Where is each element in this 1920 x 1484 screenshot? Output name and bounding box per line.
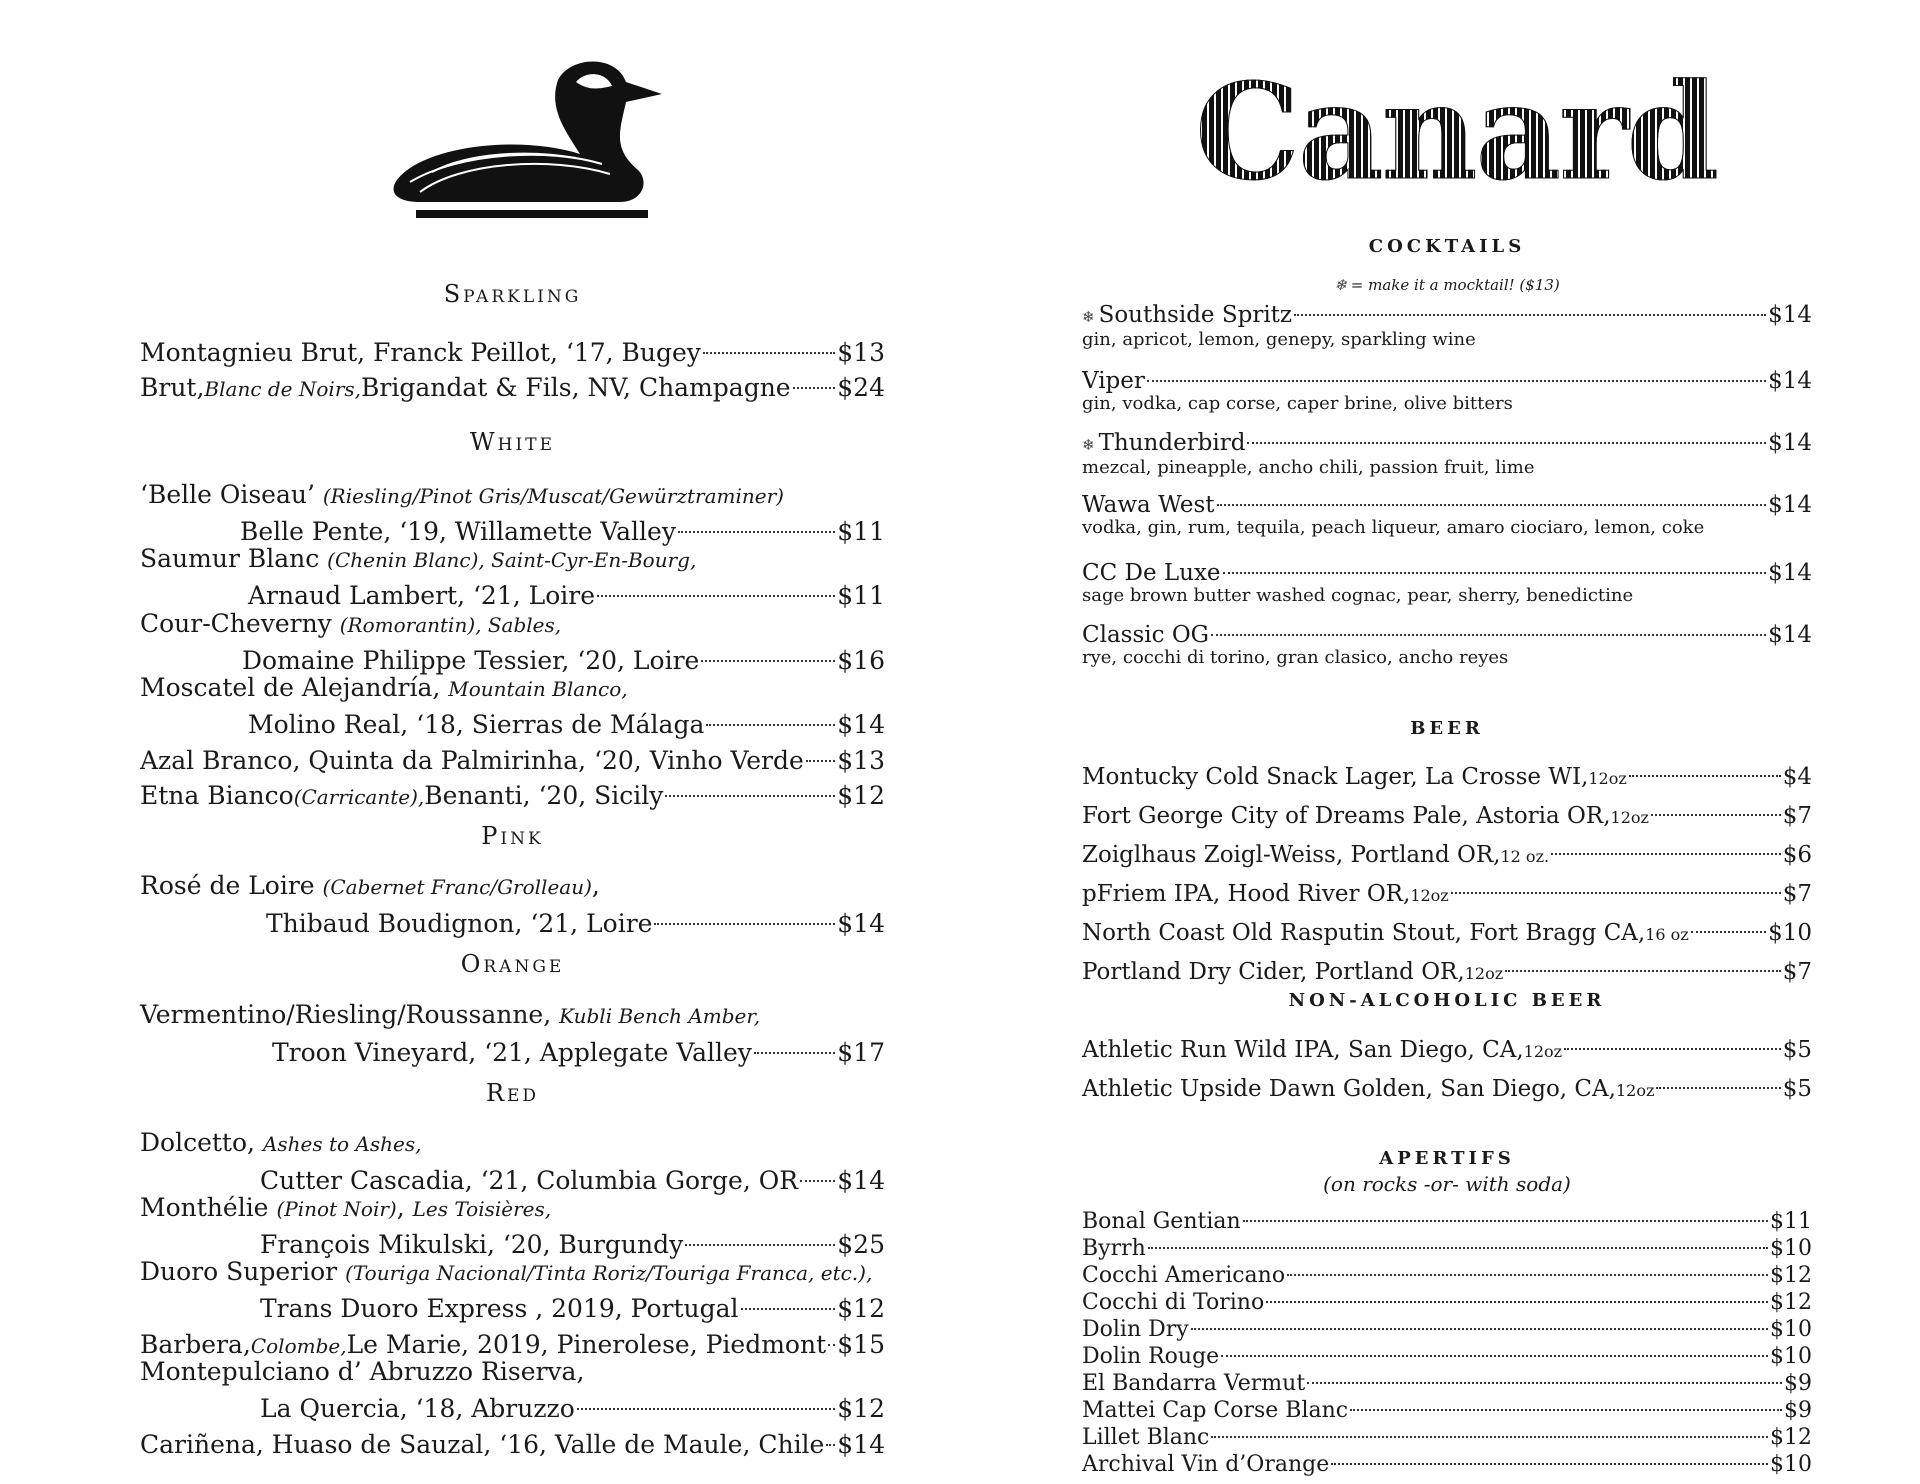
apertifs-subheading: (on rocks -or- with soda) bbox=[1323, 1172, 1571, 1196]
wine-item: Azal Branco, Quinta da Palmirinha, ‘20, Vinho Verde $13 bbox=[140, 737, 885, 776]
snowflake-icon: ❄ bbox=[1082, 308, 1095, 326]
cocktail-item: Classic OG $14 rye, cocchi di torino, gran clasico, ancho reyes bbox=[1082, 614, 1812, 668]
wine-item-name: ‘Belle Oiseau’ (Riesling/Pinot Gris/Muscat/Gewürztraminer) bbox=[140, 480, 784, 509]
wine-item-name: Rosé de Loire (Cabernet Franc/Grolleau), bbox=[140, 871, 600, 900]
cocktail-item: ❄ Southside Spritz $14 gin, apricot, lemon, genepy, sparkling wine bbox=[1082, 294, 1812, 350]
beer-item: Montucky Cold Snack Lager, La Crosse WI, 12oz $4 bbox=[1082, 752, 1812, 794]
wine-item: Domaine Philippe Tessier, ‘20, Loire $16 bbox=[242, 637, 885, 676]
apertif-item: Bonal Gentian $11 bbox=[1082, 1200, 1812, 1235]
beer-item: Zoiglhaus Zoigl-Weiss, Portland OR, 12 oz. $6 bbox=[1082, 830, 1812, 872]
wine-item: Barbera, Colombe, Le Marie, 2019, Pinerolese, Piedmont $15 bbox=[140, 1321, 885, 1361]
pink-heading: Pink bbox=[481, 822, 544, 850]
cocktail-item: Wawa West $14 vodka, gin, rum, tequila, peach liqueur, amaro ciociaro, lemon, coke bbox=[1082, 484, 1812, 538]
beer-item: Fort George City of Dreams Pale, Astoria OR, 12oz $7 bbox=[1082, 791, 1812, 833]
wine-item: Thibaud Boudignon, ‘21, Loire $14 bbox=[266, 900, 885, 939]
apertif-item: Dolin Dry $10 bbox=[1082, 1308, 1812, 1343]
beer-item: Athletic Run Wild IPA, San Diego, CA, 12oz $5 bbox=[1082, 1025, 1812, 1067]
canard-logo: Canard bbox=[1195, 55, 1717, 210]
beer-item: Athletic Upside Dawn Golden, San Diego, CA, 12oz $5 bbox=[1082, 1064, 1812, 1106]
apertif-item: El Bandarra Vermut $9 bbox=[1082, 1362, 1812, 1397]
cocktail-item: CC De Luxe $14 sage brown butter washed cognac, pear, sherry, benedictine bbox=[1082, 552, 1812, 606]
apertif-item: Mattei Cap Corse Blanc $9 bbox=[1082, 1389, 1812, 1424]
cocktails-heading: COCKTAILS bbox=[1368, 236, 1526, 257]
wine-item-name: Moscatel de Alejandría, Mountain Blanco, bbox=[140, 673, 628, 702]
snowflake-icon: ❄ bbox=[1082, 436, 1095, 454]
wine-item: Trans Duoro Express , 2019, Portugal $12 bbox=[260, 1285, 885, 1324]
apertif-item: Cocchi di Torino $12 bbox=[1082, 1281, 1812, 1316]
wine-item: Montagnieu Brut, Franck Peillot, ‘17, Bugey $13 bbox=[140, 329, 885, 368]
sparkling-heading: Sparkling bbox=[443, 280, 582, 308]
wine-item: Belle Pente, ‘19, Willamette Valley $11 bbox=[240, 508, 885, 547]
apertif-item: Archival Vin d’Orange $10 bbox=[1082, 1443, 1812, 1478]
orange-heading: Orange bbox=[460, 950, 565, 978]
wine-item: Cutter Cascadia, ‘21, Columbia Gorge, OR $14 bbox=[260, 1157, 885, 1196]
wine-item-name: Cour-Cheverny (Romorantin), Sables, bbox=[140, 609, 562, 638]
wine-item-name: Montepulciano d’ Abruzzo Riserva, bbox=[140, 1357, 585, 1386]
duck-logo-icon bbox=[380, 52, 690, 228]
apertif-item: Cocchi Americano $12 bbox=[1082, 1254, 1812, 1289]
wine-item-name: Dolcetto, Ashes to Ashes, bbox=[140, 1128, 422, 1157]
wine-item-name: Saumur Blanc (Chenin Blanc), Saint-Cyr-En-Bourg, bbox=[140, 544, 697, 573]
beer-item: North Coast Old Rasputin Stout, Fort Bragg CA, 16 oz $10 bbox=[1082, 908, 1812, 950]
wine-item: Arnaud Lambert, ‘21, Loire $11 bbox=[248, 572, 885, 611]
wine-item: Brut, Blanc de Noirs, Brigandat & Fils, NV, Champagne $24 bbox=[140, 364, 885, 404]
wine-item: Cariñena, Huaso de Sauzal, ‘16, Valle de Maule, Chile $14 bbox=[140, 1421, 885, 1460]
wine-item: Molino Real, ‘18, Sierras de Málaga $14 bbox=[248, 701, 885, 740]
wine-item: Troon Vineyard, ‘21, Applegate Valley $17 bbox=[272, 1029, 885, 1068]
apertif-item: Lillet Blanc $12 bbox=[1082, 1416, 1812, 1451]
cocktail-item: ❄ Thunderbird $14 mezcal, pineapple, ancho chili, passion fruit, lime bbox=[1082, 422, 1812, 478]
snowflake-icon: ❄ bbox=[1334, 276, 1347, 294]
wine-item-name: Monthélie (Pinot Noir), Les Toisières, bbox=[140, 1193, 552, 1222]
na-beer-heading: NON-ALCOHOLIC BEER bbox=[1288, 990, 1606, 1011]
beer-item: pFriem IPA, Hood River OR, 12oz $7 bbox=[1082, 869, 1812, 911]
apertif-item: Byrrh $10 bbox=[1082, 1227, 1812, 1262]
wine-item: Etna Bianco (Carricante), Benanti, ‘20, Sicily $12 bbox=[140, 772, 885, 812]
apertifs-heading: APERTIFS bbox=[1379, 1148, 1515, 1169]
wine-item-name: Duoro Superior (Touriga Nacional/Tinta Roriz/Touriga Franca, etc.), bbox=[140, 1257, 873, 1286]
red-heading: Red bbox=[485, 1079, 540, 1107]
beer-heading: BEER bbox=[1410, 718, 1484, 739]
apertif-item: Dolin Rouge $10 bbox=[1082, 1335, 1812, 1370]
cocktail-item: Viper $14 gin, vodka, cap corse, caper brine, olive bitters bbox=[1082, 360, 1812, 414]
mocktail-note: ❄ = make it a mocktail! ($13) bbox=[1334, 276, 1560, 294]
wine-item-name: Vermentino/Riesling/Roussanne, Kubli Bench Amber, bbox=[140, 1000, 761, 1029]
beer-item: Portland Dry Cider, Portland OR, 12oz $7 bbox=[1082, 947, 1812, 989]
wine-item: La Quercia, ‘18, Abruzzo $12 bbox=[260, 1385, 885, 1424]
wine-item: François Mikulski, ‘20, Burgundy $25 bbox=[260, 1221, 885, 1260]
white-heading: White bbox=[470, 428, 555, 456]
